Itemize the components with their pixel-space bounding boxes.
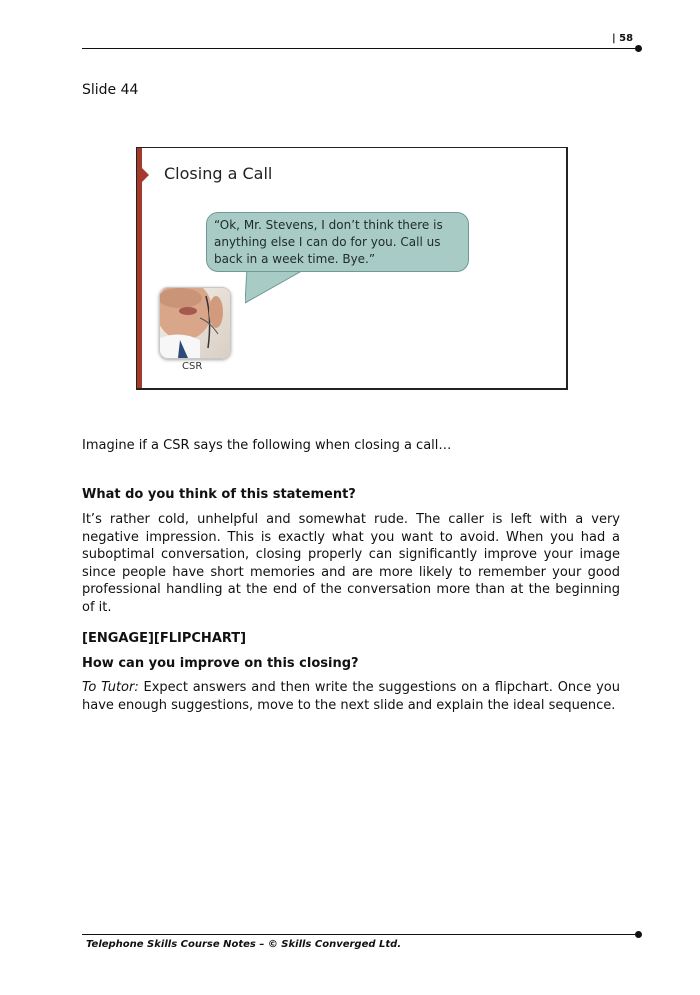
tutor-label: To Tutor:	[82, 680, 139, 695]
slide-heading: Slide 44	[82, 82, 139, 98]
footer-rule	[82, 934, 638, 935]
answer-paragraph: It’s rather cold, unhelpful and somewhat rude. The caller is left with a very negative impression. This is exactly what you want to avoid. When you had a suboptimal conversation, closing properly can significantly improve your image since people have short memories and are more likely to remember your good professional handling at the end of the conversation more than at the beginning of it.	[82, 512, 620, 615]
intro-text: Imagine if a CSR says the following when closing a call…	[82, 438, 452, 453]
page-number: | 58	[612, 33, 634, 44]
slide-thumbnail	[136, 147, 568, 390]
csr-photo-icon	[160, 288, 230, 358]
slide-accent-bar	[137, 148, 142, 388]
avatar-caption: CSR	[182, 361, 203, 372]
header-rule	[82, 48, 638, 49]
speech-bubble-tail	[245, 268, 315, 304]
question-heading-1: What do you think of this statement?	[82, 487, 356, 502]
tutor-note	[82, 679, 620, 714]
speech-bubble: “Ok, Mr. Stevens, I don’t think there is anything else I can do for you. Call us back in a week time. Bye.”	[206, 212, 469, 272]
question-heading-2: How can you improve on this closing?	[82, 656, 359, 671]
slide-title: Closing a Call	[164, 164, 273, 183]
footer-rule-dot	[635, 931, 642, 938]
slide-arrow-icon	[142, 168, 149, 182]
engage-tag: [ENGAGE][FLIPCHART]	[82, 631, 247, 646]
tutor-text: Expect answers and then write the suggestions on a flipchart. Once you have enough suggestions, move to the next slide and explain the ideal sequence.	[82, 680, 620, 713]
footer-text: Telephone Skills Course Notes – © Skills Converged Ltd.	[86, 939, 402, 950]
header-rule-dot	[635, 45, 642, 52]
csr-avatar	[159, 287, 231, 359]
